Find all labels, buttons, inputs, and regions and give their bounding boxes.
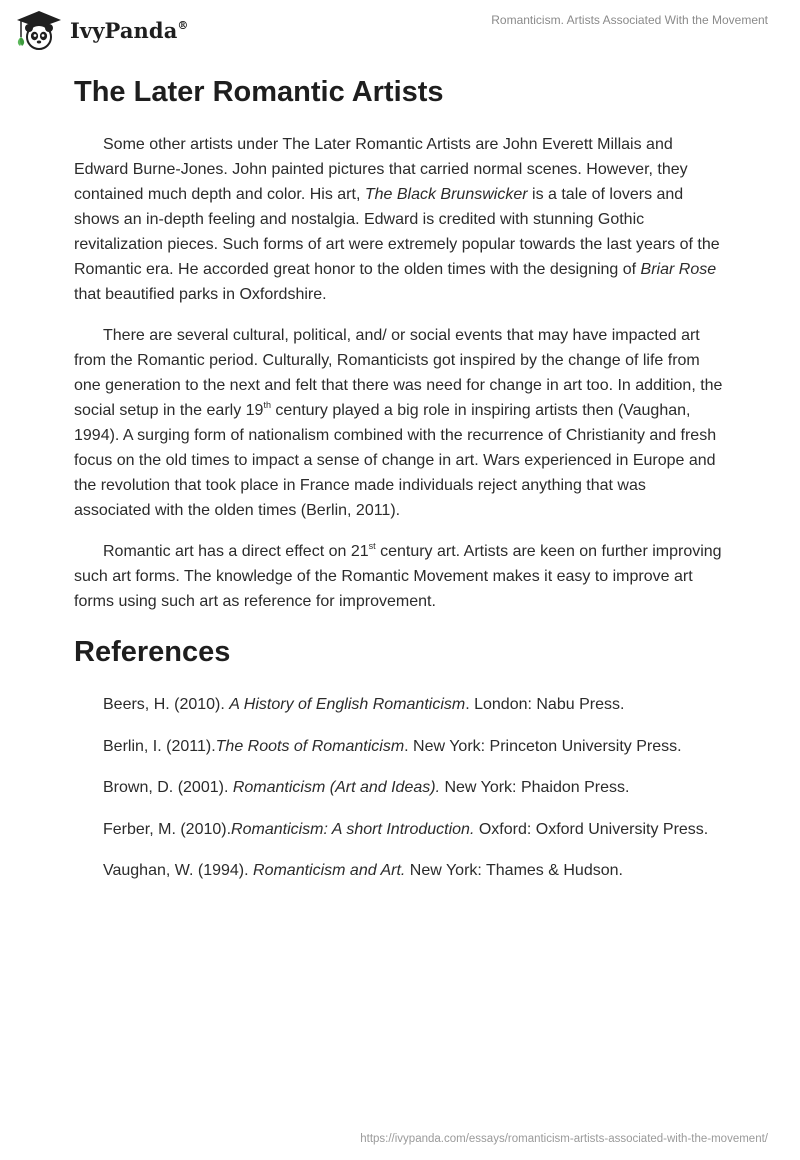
reference-item: Beers, H. (2010). A History of English Romanticism. London: Nabu Press. bbox=[103, 696, 625, 713]
ivypanda-logo[interactable] bbox=[14, 9, 189, 51]
references-heading: References bbox=[74, 636, 231, 668]
reference-item: Brown, D. (2001). Romanticism (Art and Ideas). New York: Phaidon Press. bbox=[103, 779, 630, 796]
reference-item: Berlin, I. (2011).The Roots of Romanticism. New York: Princeton University Press. bbox=[103, 737, 682, 755]
panda-graduate-icon bbox=[14, 9, 64, 51]
section-heading: The Later Romantic Artists bbox=[74, 76, 444, 108]
section-body bbox=[74, 132, 724, 614]
document-title: Romanticism. Artists Associated With the Movement bbox=[491, 13, 768, 27]
reference-item: Ferber, M. (2010).Romanticism: A short Introduction. Oxford: Oxford University Press. bbox=[103, 820, 709, 838]
source-url[interactable]: https://ivypanda.com/essays/romanticism-artists-associated-with-the-movement/ bbox=[360, 1133, 768, 1145]
references-list bbox=[74, 692, 724, 883]
paragraph: There are several cultural, political, and/ or social events that may have impacted art from the Romantic period. Culturally, Romanticists got inspired by the change of life from one generation to the next and felt that there was need for change in art too. In addition, the social setup in the early 19th century played a big role in inspiring artists then (Vaughan, 1994). A surging form of nationalism combined with the recurrence of Christianity and fresh focus on the old times to impact a sense of change in art. Wars experienced in Europe and the revolution that took place in France made individuals reject anything that was associated with the olden times (Berlin, 2011). bbox=[74, 327, 723, 519]
paragraph: Some other artists under The Later Romantic Artists are John Everett Millais and Edward Burne-Jones. John painted pictures that carried normal scenes. However, they contained much depth and color. His art, The Black Brunswicker is a tale of lovers and shows an in-depth feeling and nostalgia. Edward is credited with stunning Gothic revitalization pieces. Such forms of art were extremely popular towards the last years of the Romantic era. He accorded great honor to the olden times with the designing of Briar Rose that beautified parks in Oxfordshire. bbox=[74, 136, 720, 303]
article-body bbox=[74, 74, 724, 883]
page-header bbox=[0, 0, 800, 70]
brand-name: IvyPanda® bbox=[70, 17, 189, 43]
reference-item: Vaughan, W. (1994). Romanticism and Art. New York: Thames & Hudson. bbox=[103, 862, 623, 879]
paragraph: Romantic art has a direct effect on 21st century art. Artists are keen on further improving such art forms. The knowledge of the Romantic Movement makes it easy to improve art forms using such art as reference for improvement. bbox=[74, 541, 722, 610]
